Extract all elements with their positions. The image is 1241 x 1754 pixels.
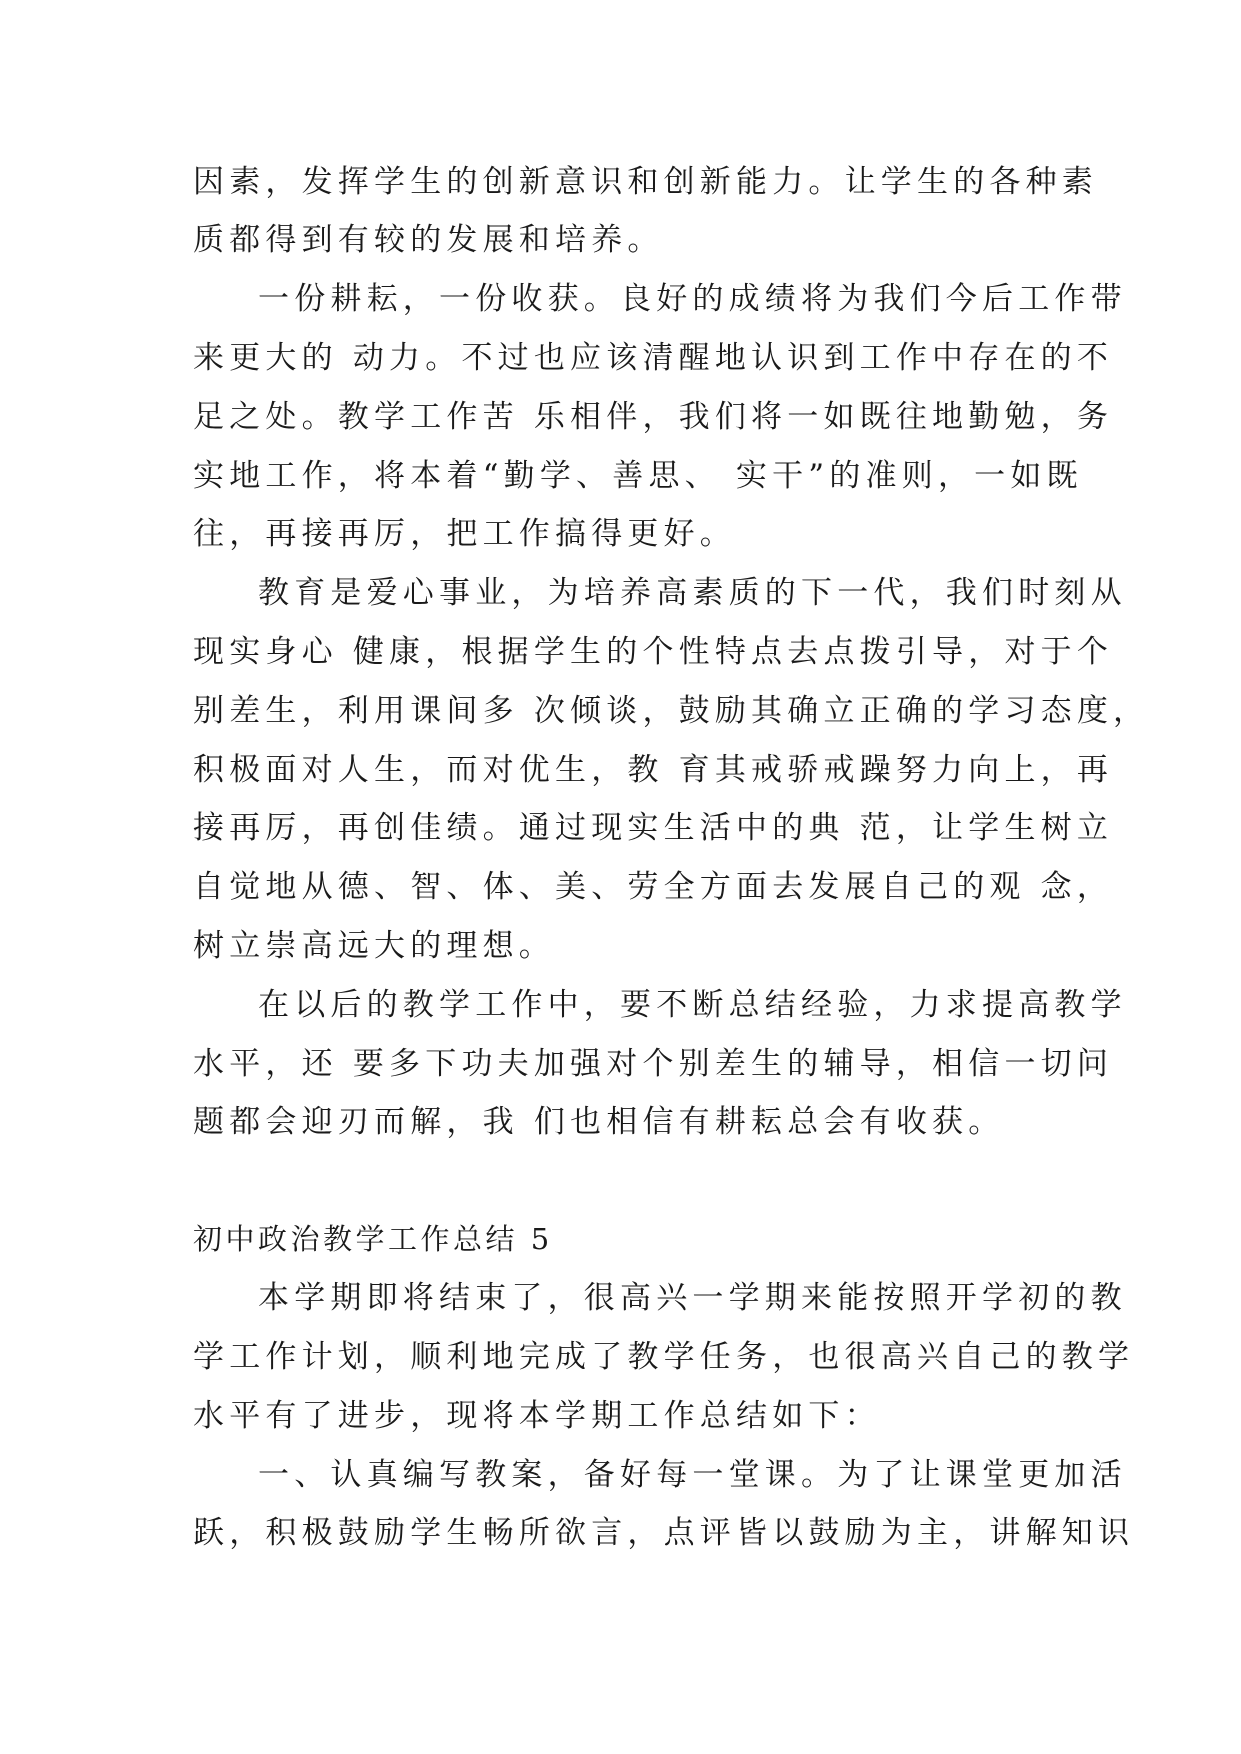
section-heading: 初中政治教学工作总结 5 bbox=[193, 1222, 553, 1256]
text-line: 题都会迎刃而解，我 们也相信有耕耘总会有收获。 bbox=[193, 1104, 1005, 1140]
text-line: 现实身心 健康，根据学生的个性特点去点拨引导，对于个 bbox=[193, 634, 1114, 670]
text-line: 接再厉，再创佳绩。通过现实生活中的典 范，让学生树立 bbox=[193, 810, 1114, 846]
text-line: 质都得到有较的发展和培养。 bbox=[193, 222, 664, 258]
text-line: 实地工作，将本着“勤学、善思、 实干”的准则，一如既 bbox=[193, 458, 1083, 494]
text-line: 在以后的教学工作中，要不断总结经验，力求提高教学 bbox=[258, 987, 1127, 1023]
text-line: 来更大的 动力。不过也应该清醒地认识到工作中存在的不 bbox=[193, 340, 1114, 376]
text-line: 树立崇高远大的理想。 bbox=[193, 928, 555, 964]
text-line: 本学期即将结束了，很高兴一学期来能按照开学初的教 bbox=[258, 1280, 1127, 1316]
text-line: 因素，发挥学生的创新意识和创新能力。让学生的各种素 bbox=[193, 164, 1098, 200]
text-line: 别差生，利用课间多 次倾谈，鼓励其确立正确的学习态度， bbox=[193, 693, 1150, 729]
text-line: 积极面对人生，而对优生，教 育其戒骄戒躁努力向上，再 bbox=[193, 752, 1114, 788]
text-line: 一份耕耘，一份收获。良好的成绩将为我们今后工作带 bbox=[258, 281, 1127, 317]
text-line: 足之处。教学工作苦 乐相伴，我们将一如既往地勤勉，务 bbox=[193, 399, 1114, 435]
text-line: 水平，还 要多下功夫加强对个别差生的辅导，相信一切问 bbox=[193, 1046, 1114, 1082]
text-line: 一、认真编写教案，备好每一堂课。为了让课堂更加活 bbox=[258, 1457, 1127, 1493]
text-line: 跃，积极鼓励学生畅所欲言，点评皆以鼓励为主，讲解知识 bbox=[193, 1515, 1135, 1551]
text-line: 往，再接再厉，把工作搞得更好。 bbox=[193, 516, 736, 552]
text-line: 自觉地从德、智、体、美、劳全方面去发展自己的观 念， bbox=[193, 869, 1114, 905]
text-line: 学工作计划，顺利地完成了教学任务，也很高兴自己的教学 bbox=[193, 1339, 1135, 1375]
text-line: 教育是爱心事业，为培养高素质的下一代，我们时刻从 bbox=[258, 575, 1127, 611]
text-line: 水平有了进步，现将本学期工作总结如下： bbox=[193, 1398, 881, 1434]
